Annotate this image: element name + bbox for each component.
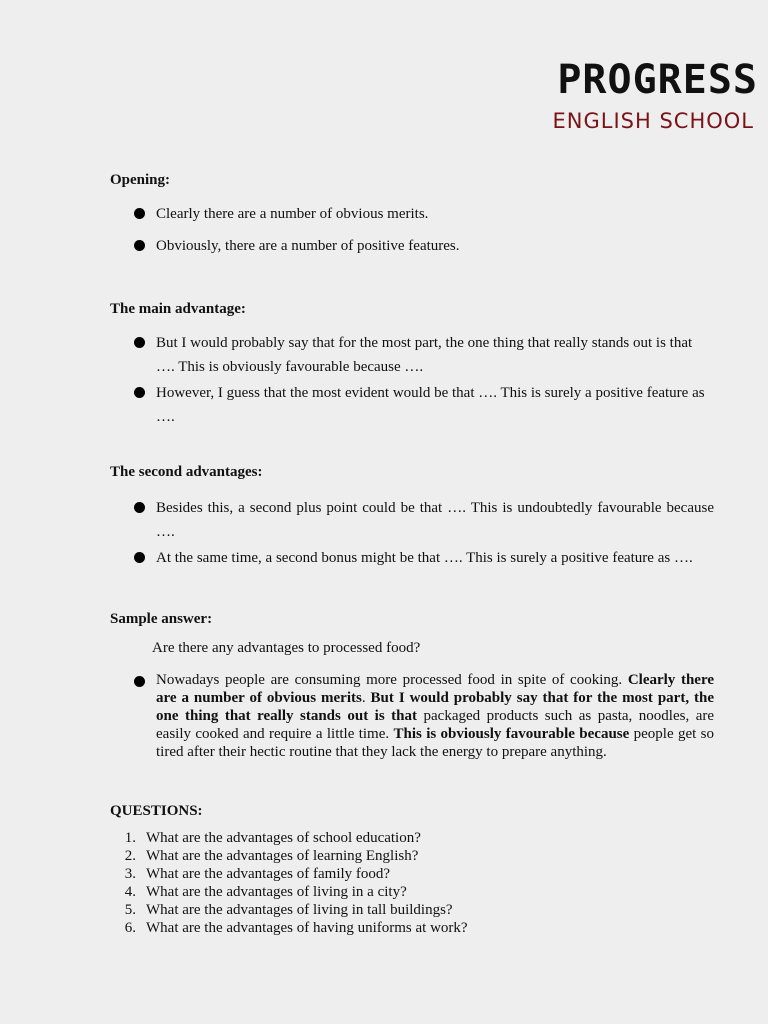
question-number: 5. bbox=[124, 902, 136, 918]
question-number: 2. bbox=[124, 848, 136, 864]
bullet-icon bbox=[134, 676, 145, 687]
question-text: What are the advantages of family food? bbox=[146, 866, 391, 882]
logo-brand: PROGRESS bbox=[557, 57, 758, 103]
bullet-icon bbox=[134, 502, 145, 513]
second-advantages-item bbox=[134, 496, 714, 544]
answer-bold-segment: This is obviously favourable because bbox=[393, 726, 630, 742]
school-logo bbox=[553, 56, 758, 134]
question-item bbox=[110, 919, 468, 937]
logo-subtitle: ENGLISH SCHOOL bbox=[552, 109, 754, 133]
main-advantage-item bbox=[134, 331, 714, 379]
question-number: 6. bbox=[124, 920, 136, 936]
main-advantage-item bbox=[134, 381, 714, 429]
question-item bbox=[110, 883, 468, 901]
bullet-icon bbox=[134, 240, 145, 251]
second-advantages-item bbox=[134, 546, 714, 570]
question-text: What are the advantages of living in a city? bbox=[146, 884, 407, 900]
question-item bbox=[110, 865, 468, 883]
bullet-icon bbox=[134, 387, 145, 398]
answer-bold-segment: But I would probably say that for the most part, the one thing that really stands out is that bbox=[156, 690, 715, 724]
question-number: 1. bbox=[124, 830, 136, 846]
question-number: 3. bbox=[124, 866, 136, 882]
opening-item bbox=[134, 234, 714, 258]
bullet-icon bbox=[134, 552, 145, 563]
sample-answer-paragraph bbox=[134, 671, 714, 761]
opening-item-text: Clearly there are a number of obvious merits. bbox=[156, 206, 429, 222]
question-text: What are the advantages of living in tall buildings? bbox=[146, 902, 453, 918]
question-item bbox=[110, 901, 468, 919]
answer-text-segment: . bbox=[361, 690, 371, 706]
question-number: 4. bbox=[124, 884, 136, 900]
sample-question: Are there any advantages to processed food? bbox=[152, 640, 421, 656]
questions-list bbox=[110, 829, 468, 937]
bullet-icon bbox=[134, 208, 145, 219]
opening-item bbox=[134, 202, 714, 226]
answer-text-segment: Nowadays people are consuming more processed food in spite of cooking. bbox=[156, 672, 628, 688]
sample-answer-heading: Sample answer: bbox=[110, 611, 213, 627]
opening-item-text: Obviously, there are a number of positive features. bbox=[156, 238, 460, 254]
second-advantages-item-text: Besides this, a second plus point could be that …. This is undoubtedly favourable because …. bbox=[156, 500, 714, 540]
main-advantage-heading: The main advantage: bbox=[110, 301, 246, 317]
main-advantage-item-text: But I would probably say that for the most part, the one thing that really stands out is that …. This is obviously favourable because …. bbox=[156, 335, 693, 375]
second-advantages-heading: The second advantages: bbox=[110, 464, 263, 480]
answer-text-segment: packaged products such as pasta, noodles, are easily cooked and require a little time. bbox=[156, 708, 715, 742]
sample-answer-text bbox=[156, 671, 714, 761]
main-advantage-item-text: However, I guess that the most evident would be that …. This is surely a positive feature as …. bbox=[156, 385, 705, 425]
bullet-icon bbox=[134, 337, 145, 348]
answer-bold-segment: Clearly there are a number of obvious merits bbox=[156, 672, 715, 706]
opening-heading: Opening: bbox=[110, 172, 171, 188]
questions-heading: QUESTIONS: bbox=[110, 803, 203, 819]
question-item bbox=[110, 847, 468, 865]
second-advantages-item-text: At the same time, a second bonus might be that …. This is surely a positive feature as …. bbox=[156, 550, 693, 566]
question-text: What are the advantages of school education? bbox=[146, 830, 421, 846]
answer-text-segment: people get so tired after their hectic routine that they lack the energy to prepare anything. bbox=[156, 726, 714, 760]
question-item bbox=[110, 829, 468, 847]
question-text: What are the advantages of learning English? bbox=[146, 848, 419, 864]
question-text: What are the advantages of having uniforms at work? bbox=[146, 920, 468, 936]
